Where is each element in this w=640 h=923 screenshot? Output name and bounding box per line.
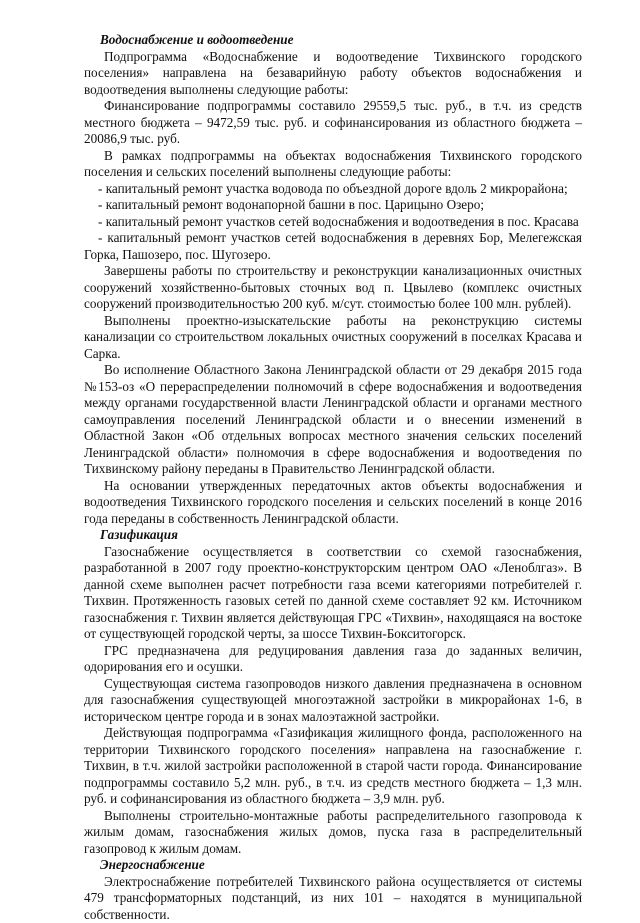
paragraph: Во исполнение Областного Закона Ленинградской области от 29 декабря 2015 года №153-оз «О перераспределении полномочий в сфере водоснабжения и водоотведения между органами государственной власти Ленинградской области и органами местного самоуправления поселений Ленинградской области и о внесении изменений в Областной Закон «Об отдельных вопросах местного значения сельских поселений Ленинградской области» полномочия в сфере водоснабжения и водоотведения по Тихвинскому району переданы в Правительство Ленинградской области.	[84, 362, 582, 478]
paragraph: Действующая подпрограмма «Газификация жилищного фонда, расположенного на территории Тихвинского городского поселения» направлена на газоснабжение г. Тихвин, в т.ч. жилой застройки расположенной в старой части города. Финансирование подпрограммы составило 5,2 млн. руб., в т.ч. из средств местного бюджета – 1,3 млн. руб. и софинансирования из областного бюджета – 3,9 млн. руб.	[84, 725, 582, 808]
paragraph: Выполнены проектно-изыскательские работы на реконструкцию системы канализации со строительством локальных очистных сооружений в поселках Красава и Сарка.	[84, 313, 582, 363]
document-page	[84, 32, 582, 923]
paragraph: Финансирование подпрограммы составило 29559,5 тыс. руб., в т.ч. из средств местного бюджета – 9472,59 тыс. руб. и софинансирования из областного бюджета – 20086,9 тыс. руб.	[84, 98, 582, 148]
section-heading-energy: Энергоснабжение	[84, 857, 582, 874]
paragraph: Подпрограмма «Водоснабжение и водоотведение Тихвинского городского поселения» направлена на безаварийную работу объектов водоснабжения и водоотведения выполнены следующие работы:	[84, 49, 582, 99]
paragraph: ГРС предназначена для редуцирования давления газа до заданных величин, одорирования его и осушки.	[84, 643, 582, 676]
section-heading-water: Водоснабжение и водоотведение	[84, 32, 582, 49]
list-item: - капитальный ремонт участков сетей водоснабжения и водоотведения в пос. Красава	[84, 214, 582, 231]
list-item: - капитальный ремонт участка водовода по объездной дороге вдоль 2 микрорайона;	[84, 181, 582, 198]
paragraph: На основании утвержденных передаточных актов объекты водоснабжения и водоотведения Тихвинского городского поселения и сельских поселений в конце 2016 года переданы в собственность Ленинградской области.	[84, 478, 582, 528]
paragraph: Газоснабжение осуществляется в соответствии со схемой газоснабжения, разработанной в 2007 году проектно-конструкторским центром ОАО «Леноблгаз». В данной схеме выполнен расчет потребности газа всеми категориями потребителей г. Тихвин. Протяженность газовых сетей по данной схеме составляет 92 км. Источником газоснабжения г. Тихвин является действующая ГРС «Тихвин», находящаяся на востоке от существующей городской черты, за шоссе Тихвин-Бокситогорск.	[84, 544, 582, 643]
paragraph: Завершены работы по строительству и реконструкции канализационных очистных сооружений хозяйственно-бытовых сточных вод п. Цвылево (комплекс очистных сооружений производительностью 200 куб. м/сут. стоимостью более 100 млн. рублей).	[84, 263, 582, 313]
paragraph: Выполнены строительно-монтажные работы распределительного газопровода к жилым домам, газоснабжения жилых домов, пуска газа в распределительный газопровод к жилым домам.	[84, 808, 582, 858]
list-item: - капитальный ремонт участков сетей водоснабжения в деревнях Бор, Мелегежская Горка, Пашозеро, пос. Шугозеро.	[84, 230, 582, 263]
list-item: - капитальный ремонт водонапорной башни в пос. Царицыно Озеро;	[84, 197, 582, 214]
paragraph: Электроснабжение потребителей Тихвинского района осуществляется от системы 479 трансформаторных подстанций, из них 101 – находятся в муниципальной собственности.	[84, 874, 582, 923]
paragraph: В рамках подпрограммы на объектах водоснабжения Тихвинского городского поселения и сельских поселений выполнены следующие работы:	[84, 148, 582, 181]
paragraph: Существующая система газопроводов низкого давления предназначена в основном для газоснабжения существующей многоэтажной застройки в микрорайонах 1-6, в историческом центре города и в зонах малоэтажной застройки.	[84, 676, 582, 726]
section-heading-gas: Газификация	[84, 527, 582, 544]
